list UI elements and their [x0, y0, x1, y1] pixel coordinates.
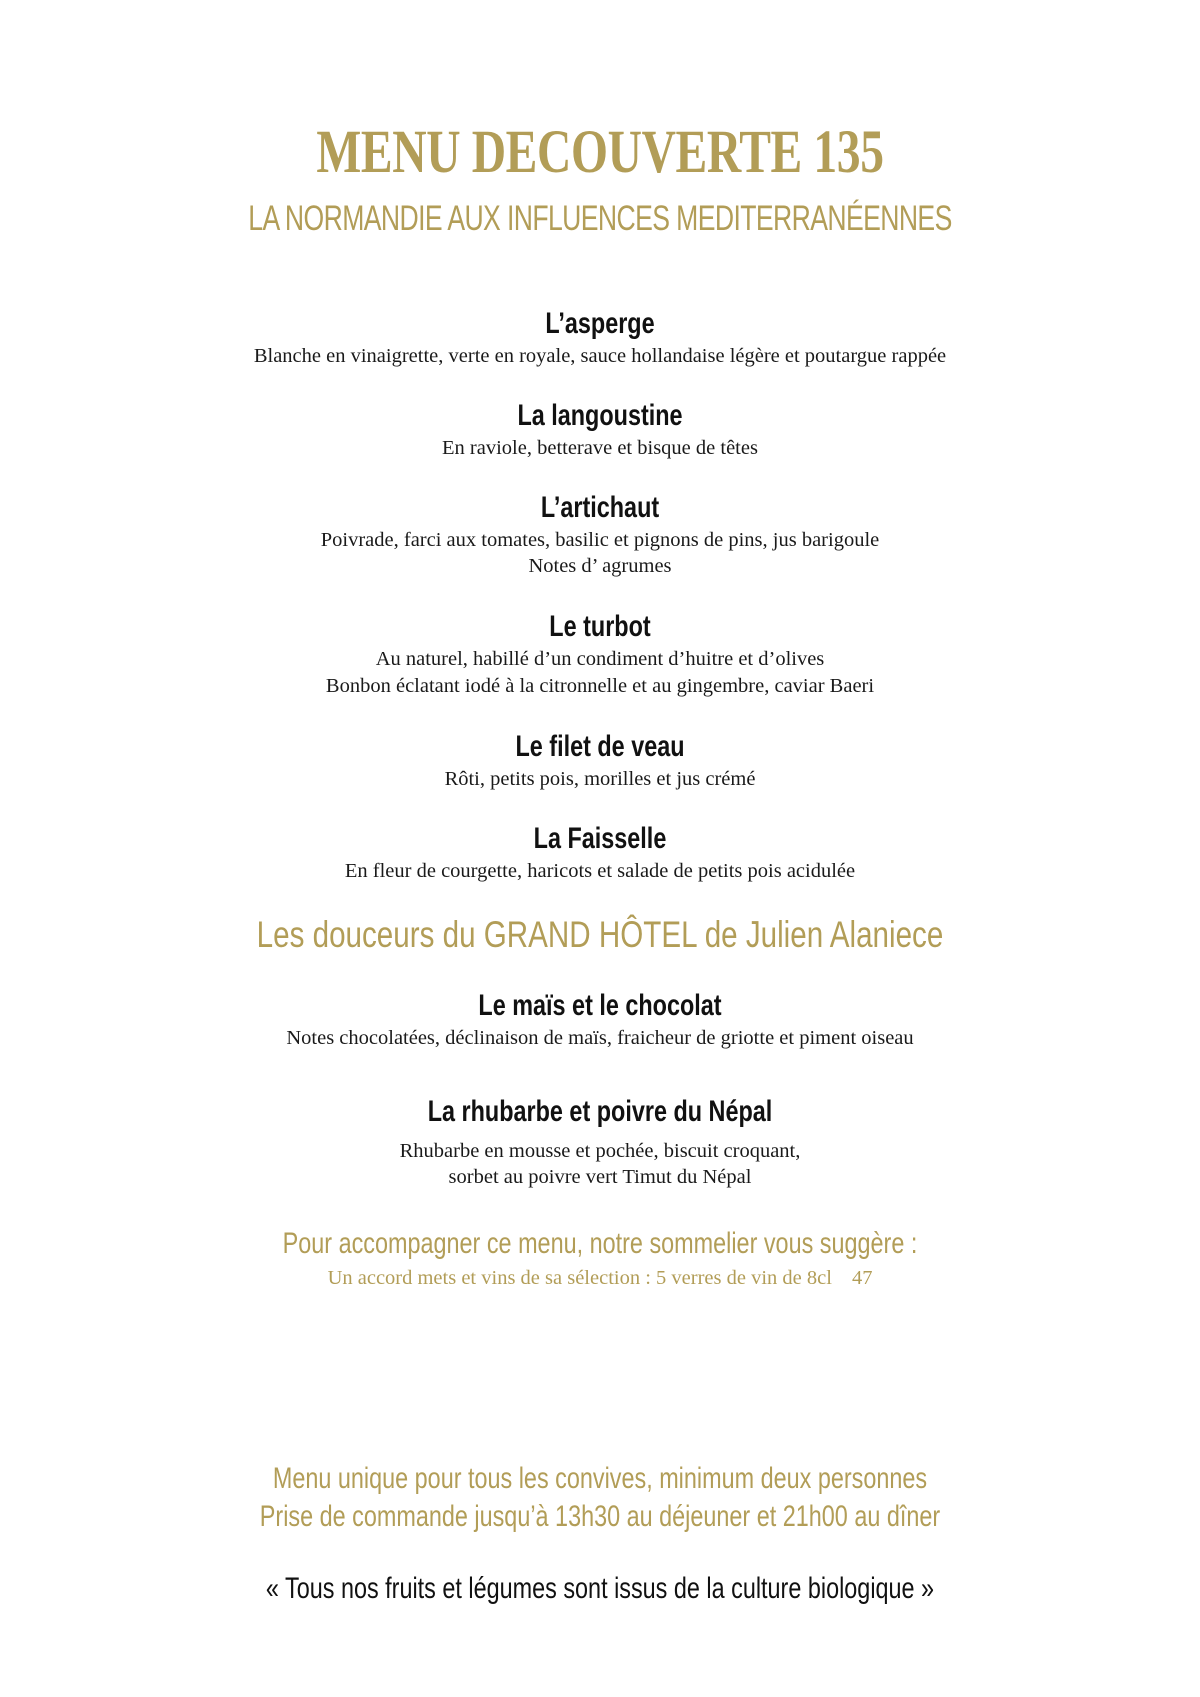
dish-description: Notes d’ agrumes [528, 555, 672, 577]
dessert-description: Rhubarbe en mousse et pochée, biscuit croquant, [399, 1140, 801, 1162]
menu-title: MENU DECOUVERTE 135 [316, 119, 884, 186]
dish-description: En raviole, betterave et bisque de têtes [442, 437, 758, 459]
sommelier-price: 47 [851, 1267, 873, 1289]
dish-description: En fleur de courgette, haricots et salade de petits pois acidulée [344, 860, 856, 882]
dish-description: Rôti, petits pois, morilles et jus crémé [444, 768, 756, 790]
menu-note: Menu unique pour tous les convives, minimum deux personnes [272, 1462, 928, 1495]
dish-description: Poivrade, farci aux tomates, basilic et pignons de pins, jus barigoule [320, 529, 880, 551]
dish-name: L’artichaut [540, 491, 660, 524]
menu-subtitle: LA NORMANDIE AUX INFLUENCES MEDITERRANÉENNES [248, 199, 952, 238]
dish-name: La langoustine [517, 399, 683, 432]
sommelier-title: Pour accompagner ce menu, notre sommelier vous suggère : [282, 1227, 918, 1260]
dish-name: Le filet de veau [515, 730, 685, 763]
dish-description: Au naturel, habillé d’un condiment d’huitre et d’olives [375, 648, 825, 670]
desserts-section-title: Les douceurs du GRAND HÔTEL de Julien Alaniece [256, 914, 944, 955]
dessert-name: La rhubarbe et poivre du Népal [427, 1095, 773, 1128]
dessert-description: sorbet au poivre vert Timut du Népal [448, 1166, 752, 1188]
dessert-description: Notes chocolatées, déclinaison de maïs, fraicheur de griotte et piment oiseau [286, 1027, 914, 1049]
sommelier-offer: Un accord mets et vins de sa sélection : 5 verres de vin de 8cl [327, 1267, 832, 1289]
dish-name: L’asperge [545, 307, 655, 340]
dessert-name: Le maïs et le chocolat [478, 989, 722, 1022]
organic-statement: « Tous nos fruits et légumes sont issus de la culture biologique » [265, 1572, 935, 1605]
sommelier-offer-line [0, 1265, 1200, 1291]
order-times-note: Prise de commande jusqu’à 13h30 au déjeuner et 21h00 au dîner [259, 1500, 941, 1533]
dish-name: La Faisselle [533, 822, 667, 855]
dish-description: Bonbon éclatant iodé à la citronnelle et au gingembre, caviar Baeri [325, 675, 875, 697]
dish-description: Blanche en vinaigrette, verte en royale, sauce hollandaise légère et poutargue rappée [253, 345, 947, 367]
dish-name: Le turbot [549, 610, 651, 643]
